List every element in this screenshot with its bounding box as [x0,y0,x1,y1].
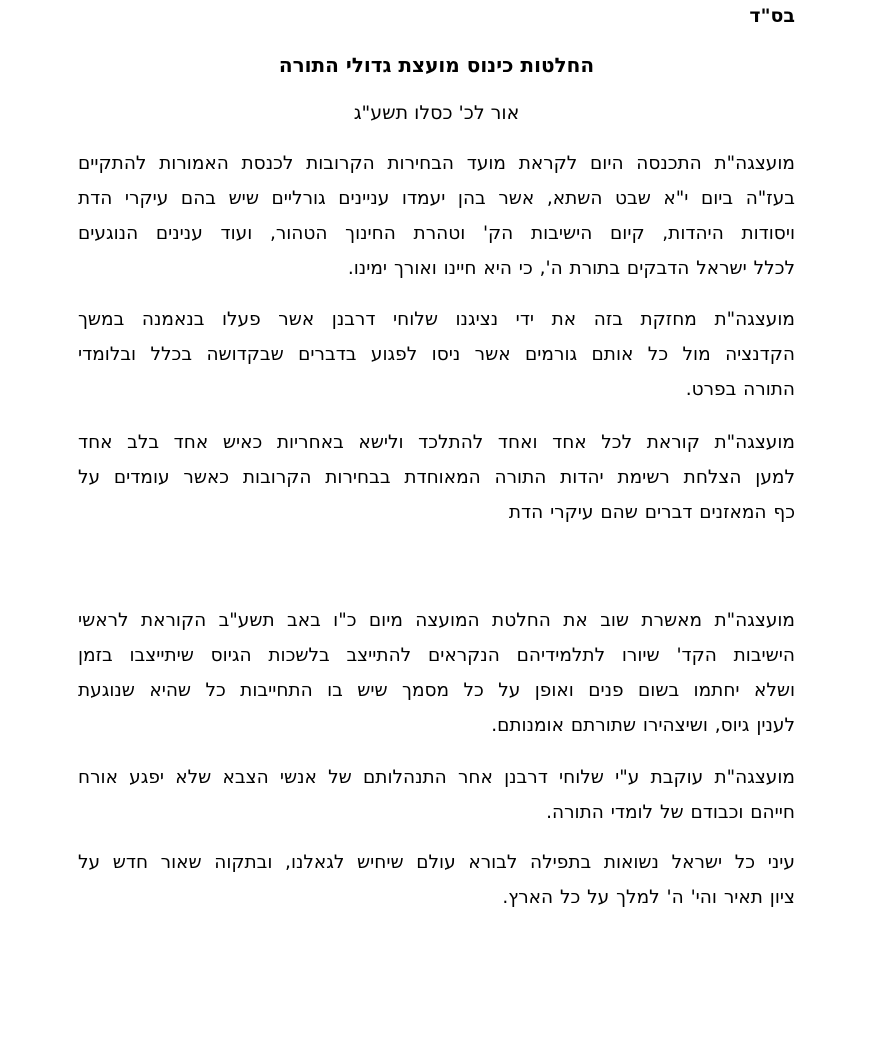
paragraph-line: הקדנציה מול כל אותם גורמים אשר ניסו לפגוע בדברים שבקדושה בכלל ובלומדי [78,344,795,365]
paragraph-2 [78,302,795,407]
bsd-header: בס"ד [749,5,795,27]
paragraph-6 [78,845,795,915]
paragraph-line: לענין גיוס, ושיצהירו שתורתם אומנותם. [491,715,795,736]
paragraph-line: ציון תאיר והי' ה' למלך על כל הארץ. [502,887,795,908]
paragraph-line: מועצגה"ת התכנסה היום לקראת מועד הבחירות הקרובות לכנסת האמורות להתקיים [78,153,795,174]
paragraph-4 [78,603,795,743]
paragraph-3 [78,425,795,530]
paragraph-line: עיני כל ישראל נשואות בתפילה לבורא עולם שיחיש לגאלנו, ובתקוה שאור חדש על [78,852,795,873]
paragraph-line: למען הצלחת רשימת יהדות התורה המאוחדת בבחירות הקרובות כאשר עומדים על [78,467,795,488]
document-date: אור לכ' כסלו תשע"ג [353,102,520,124]
paragraph-line: מועצגה"ת קוראת לכל אחד ואחד להתלכד ולישא באחריות כאיש אחד בלב אחד [78,432,795,453]
paragraph-line: לכלל ישראל הדבקים בתורת ה', כי היא חיינו ואורך ימינו. [347,258,795,279]
paragraph-line: ושלא יחתמו בשום פנים ואופן על כל מסמך שיש בו התחייבות כל שהיא שנוגעת [78,680,795,701]
paragraph-line: הישיבות הקד' שיורו לתלמידיהם הנקראים להתייצב בלשכות הגיוס שיתייצבו בזמן [78,645,795,666]
paragraph-line: מועצגה"ת מאשרת שוב את החלטת המועצה מיום כ"ו באב תשע"ב הקוראת לראשי [78,610,795,631]
paragraph-line: חייהם וכבודם של לומדי התורה. [546,802,795,823]
paragraph-1 [78,146,795,286]
paragraph-5 [78,760,795,830]
paragraph-line: בעז"ה ביום י"א שבט השתא, אשר בהן יעמדו עניינים גורליים שיש בהם עיקרי הדת [78,188,795,209]
document-title: החלטות כינוס מועצת גדולי התורה [278,53,595,77]
paragraph-line: ויסודות היהדות, קיום הישיבות הק' וטהרת החינוך הטהור, ועוד ענינים הנוגעים [78,223,795,244]
paragraph-line: מועצגה"ת עוקבת ע"י שלוחי דרבנן אחר התנהלותם של אנשי הצבא שלא יפגע אורח [78,767,795,788]
paragraph-line: מועצגה"ת מחזקת בזה את ידי נציגנו שלוחי דרבנן אשר פעלו בנאמנה במשך [78,309,795,330]
paragraph-line: התורה בפרט. [685,379,795,400]
paragraph-line: כף המאזנים דברים שהם עיקרי הדת [508,502,795,523]
